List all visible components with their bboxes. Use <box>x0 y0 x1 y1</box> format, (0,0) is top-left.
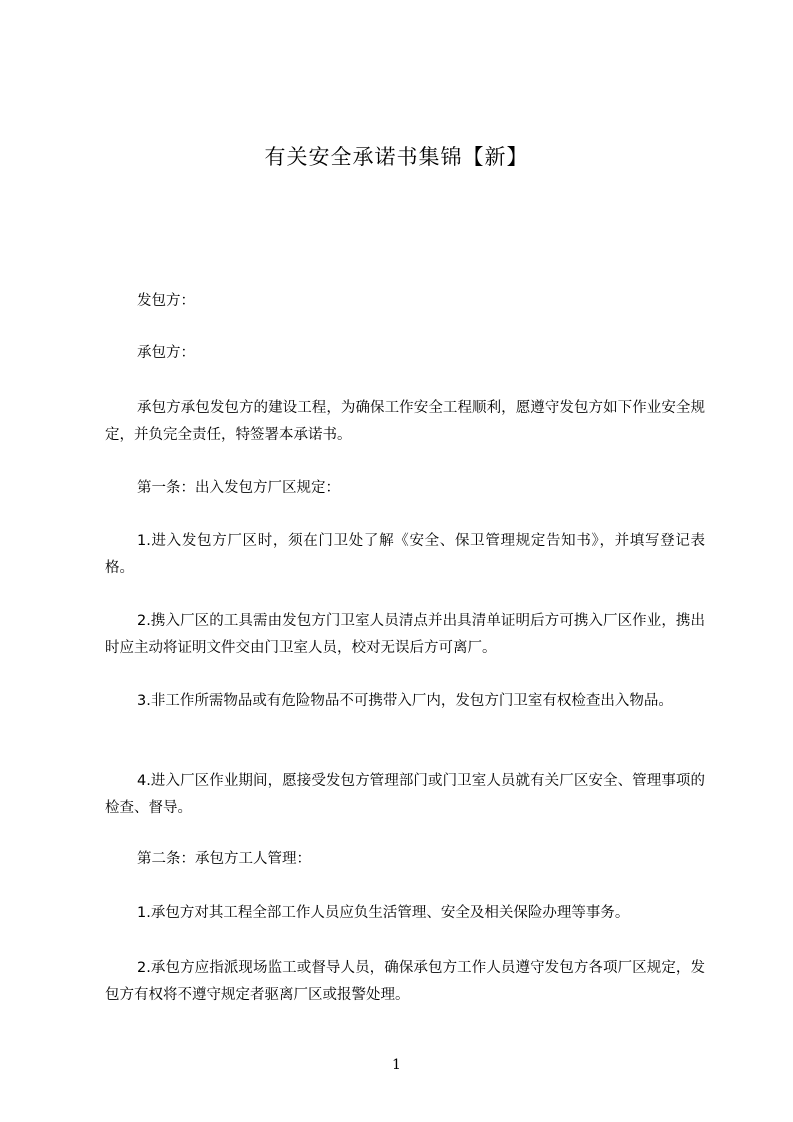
paragraph-article-1-heading: 第一条：出入发包方厂区规定： <box>137 480 340 496</box>
paragraph-article-1-item-3: 3.非工作所需物品或有危险物品不可携带入厂内，发包方门卫室有权检查出入物品。 <box>137 693 673 709</box>
paragraph-intro: 承包方承包发包方的建设工程，为确保工作安全工程顺利，愿遵守发包方如下作业安全规定，并负完全责任，特签署本承诺书。 <box>105 400 705 443</box>
paragraph-contractor: 承包方： <box>137 345 195 361</box>
paragraph-article-1-item-1: 1.进入发包方厂区时，须在门卫处了解《安全、保卫管理规定告知书》，并填写登记表格。 <box>105 533 705 576</box>
document-title: 有关安全承诺书集锦【新】 <box>264 145 529 169</box>
page-number: 1 <box>392 1057 401 1073</box>
paragraph-article-2-item-1: 1.承包方对其工程全部工作人员应负生活管理、安全及相关保险办理等事务。 <box>137 905 630 921</box>
paragraph-article-1-item-4: 4.进入厂区作业期间，愿接受发包方管理部门或门卫室人员就有关厂区安全、管理事项的检查、督导。 <box>105 773 705 816</box>
paragraph-employer: 发包方： <box>137 293 195 309</box>
paragraph-article-2-heading: 第二条：承包方工人管理： <box>137 851 311 867</box>
paragraph-article-1-item-2: 2.携入厂区的工具需由发包方门卫室人员清点并出具清单证明后方可携入厂区作业，携出时应主动将证明文件交由门卫室人员，校对无误后方可离厂。 <box>105 613 705 656</box>
paragraph-article-2-item-2: 2.承包方应指派现场监工或督导人员，确保承包方工作人员遵守发包方各项厂区规定，发包方有权将不遵守规定者驱离厂区或报警处理。 <box>105 960 705 1003</box>
